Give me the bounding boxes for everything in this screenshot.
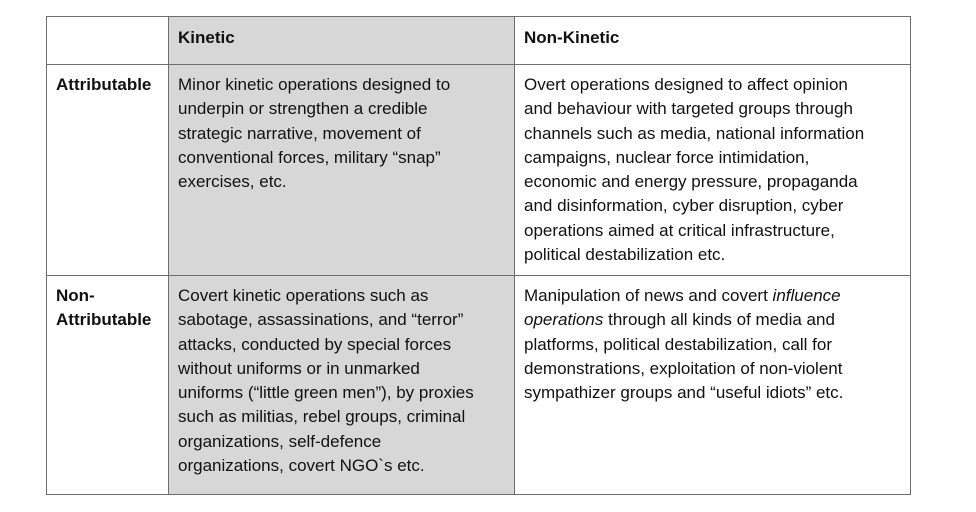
corner-cell <box>47 17 169 65</box>
cell-line: sabotage, assassinations, and “terror” <box>178 310 464 330</box>
cell-line: and behaviour with targeted groups through <box>524 99 853 119</box>
header-non-kinetic: Non-Kinetic <box>524 28 620 47</box>
row-header-non-attributable-line2: Attributable <box>56 310 152 330</box>
row-header-non-attributable-line1: Non- <box>56 286 95 305</box>
cell-line: exercises, etc. <box>178 172 287 192</box>
cell-line: underpin or strengthen a credible <box>178 99 428 119</box>
cell-text-italic: operations <box>524 310 604 330</box>
cell-line: operations aimed at critical infrastructure, <box>524 220 835 240</box>
row-header-attributable: Attributable <box>56 75 152 94</box>
cell-line: political destabilization etc. <box>524 245 726 265</box>
cell-text-italic: influence <box>772 286 841 305</box>
header-kinetic-cell <box>169 17 515 65</box>
cell-line: without uniforms or in unmarked <box>178 358 420 378</box>
cell-line: conventional forces, military “snap” <box>178 147 441 167</box>
header-row <box>47 17 911 65</box>
hybrid-warfare-table <box>46 16 911 495</box>
row-header-cell <box>47 65 169 276</box>
cell-line: campaigns, nuclear force intimidation, <box>524 147 810 167</box>
cell-line: and disinformation, cyber disruption, cyber <box>524 196 844 216</box>
cell-text: through all kinds of media and <box>603 310 835 330</box>
cell-line: organizations, covert NGO`s etc. <box>178 456 425 476</box>
cell-line: strategic narrative, movement of <box>178 123 421 143</box>
cell-line: uniforms (“little green men”), by proxies <box>178 383 474 403</box>
cell-line: channels such as media, national information <box>524 123 865 143</box>
attributable-kinetic-cell <box>169 65 515 276</box>
non-attributable-kinetic-cell <box>169 276 515 495</box>
cell-text: Manipulation of news and covert <box>524 286 773 305</box>
cell-line: such as militias, rebel groups, criminal <box>178 407 466 427</box>
table-row-attributable <box>47 65 911 276</box>
cell-line: Covert kinetic operations such as <box>178 286 429 305</box>
attributable-non-kinetic-cell <box>515 65 911 276</box>
header-kinetic: Kinetic <box>178 28 235 47</box>
non-attributable-non-kinetic-cell <box>515 276 911 495</box>
cell-line <box>524 284 902 308</box>
cell-line: Overt operations designed to affect opinion <box>524 75 848 94</box>
cell-line: demonstrations, exploitation of non-violent <box>524 358 843 378</box>
table-row-non-attributable <box>47 276 911 495</box>
cell-line <box>524 308 902 332</box>
cell-line: organizations, self-defence <box>178 431 382 451</box>
cell-line: economic and energy pressure, propaganda <box>524 172 858 192</box>
cell-line: sympathizer groups and “useful idiots” etc. <box>524 383 844 403</box>
corner-text <box>47 17 168 26</box>
cell-line: Minor kinetic operations designed to <box>178 75 451 94</box>
cell-line: platforms, political destabilization, call for <box>524 334 833 354</box>
row-header-cell <box>47 276 169 495</box>
cell-line: attacks, conducted by special forces <box>178 334 452 354</box>
header-non-kinetic-cell <box>515 17 911 65</box>
